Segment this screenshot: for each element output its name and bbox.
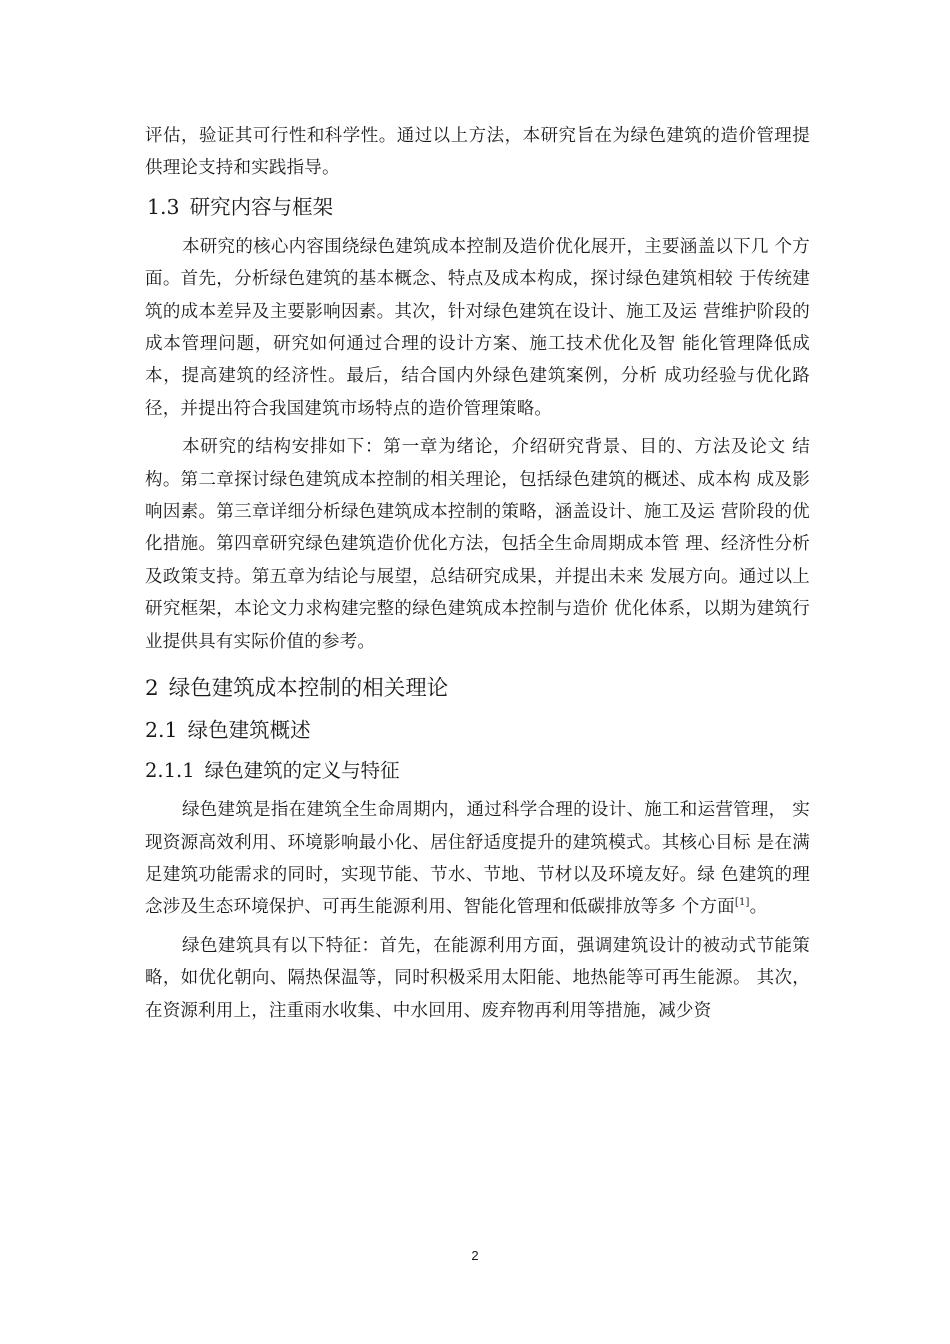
paragraph-research-structure: 本研究的结构安排如下：第一章为绪论，介绍研究背景、目的、方法及论文 结构。第二章探讨绿色建筑成本控制的相关理论，包括绿色建筑的概述、成本构 成及影响因素。第三章详细分析绿色建筑成本控制的策略，涵盖设计、施工及运 营阶段的优化措施。第四章研究绿色建筑造价优化方法，包括全生命周期成本管 理、经济性分析及政策支持。第五章为结论与展望，总结研究成果，并提出未来 发展方向。通过以上研究框架，本论文力求构建完整的绿色建筑成本控制与造价 优化体系，以期为建筑行业提供具有实际价值的参考。 [145, 437, 810, 652]
section-title: 绿色建筑概述 [187, 718, 311, 743]
section-heading-2-1 [145, 715, 810, 745]
section-title: 研究内容与框架 [189, 194, 334, 219]
paragraph-green-building-definition [145, 794, 810, 924]
paragraph-continuation: 评估，验证其可行性和科学性。通过以上方法，本研究旨在为绿色建筑的造价管理提供理论支持和实践指导。 [145, 126, 810, 179]
section-number: 2.1 [145, 718, 178, 743]
paragraph-text: 绿色建筑是指在建筑全生命周期内，通过科学合理的设计、施工和运营管理， 实现资源高效利用、环境影响最小化、居住舒适度提升的建筑模式。其核心目标 是在满足建筑功能需求的同时，实现节能、节水、节地、节材以及环境友好。绿 色建筑的理念涉及生态环境保护、可再生能源利用、智能化管理和低碳排放等多 个方面 [145, 800, 810, 918]
subsection-title: 绿色建筑的定义与特征 [204, 759, 400, 783]
chapter-title: 绿色建筑成本控制的相关理论 [168, 676, 449, 702]
paragraph-end: 。 [749, 897, 768, 918]
paragraph-green-building-features: 绿色建筑具有以下特征：首先，在能源利用方面，强调建筑设计的被动式节能策略，如优化朝向、隔热保温等，同时积极采用太阳能、地热能等可再生能源。 其次，在资源利用上，注重雨水收集、中水回用、废弃物再利用等措施，减少资 [145, 935, 810, 1021]
chapter-heading-2 [145, 674, 810, 704]
citation-reference[interactable]: [1] [734, 897, 750, 909]
chapter-number: 2 [145, 676, 159, 702]
subsection-number: 2.1.1 [145, 759, 195, 783]
section-number: 1.3 [147, 194, 180, 219]
paragraph-research-content: 本研究的核心内容围绕绿色建筑成本控制及造价优化展开，主要涵盖以下几 个方面。首先，分析绿色建筑的基本概念、特点及成本构成，探讨绿色建筑相较 于传统建筑的成本差异及主要影响因素。其次，针对绿色建筑在设计、施工及运 营维护阶段的成本管理问题，研究如何通过合理的设计方案、施工技术优化及智 能化管理降低成本，提高建筑的经济性。最后，结合国内外绿色建筑案例，分析 成功经验与优化路径，并提出符合我国建筑市场特点的造价管理策略。 [145, 236, 810, 419]
page-number: 2 [471, 1248, 479, 1263]
section-heading-1-3 [145, 192, 810, 222]
subsection-heading-2-1-1 [145, 756, 810, 786]
page-body [145, 120, 810, 1027]
